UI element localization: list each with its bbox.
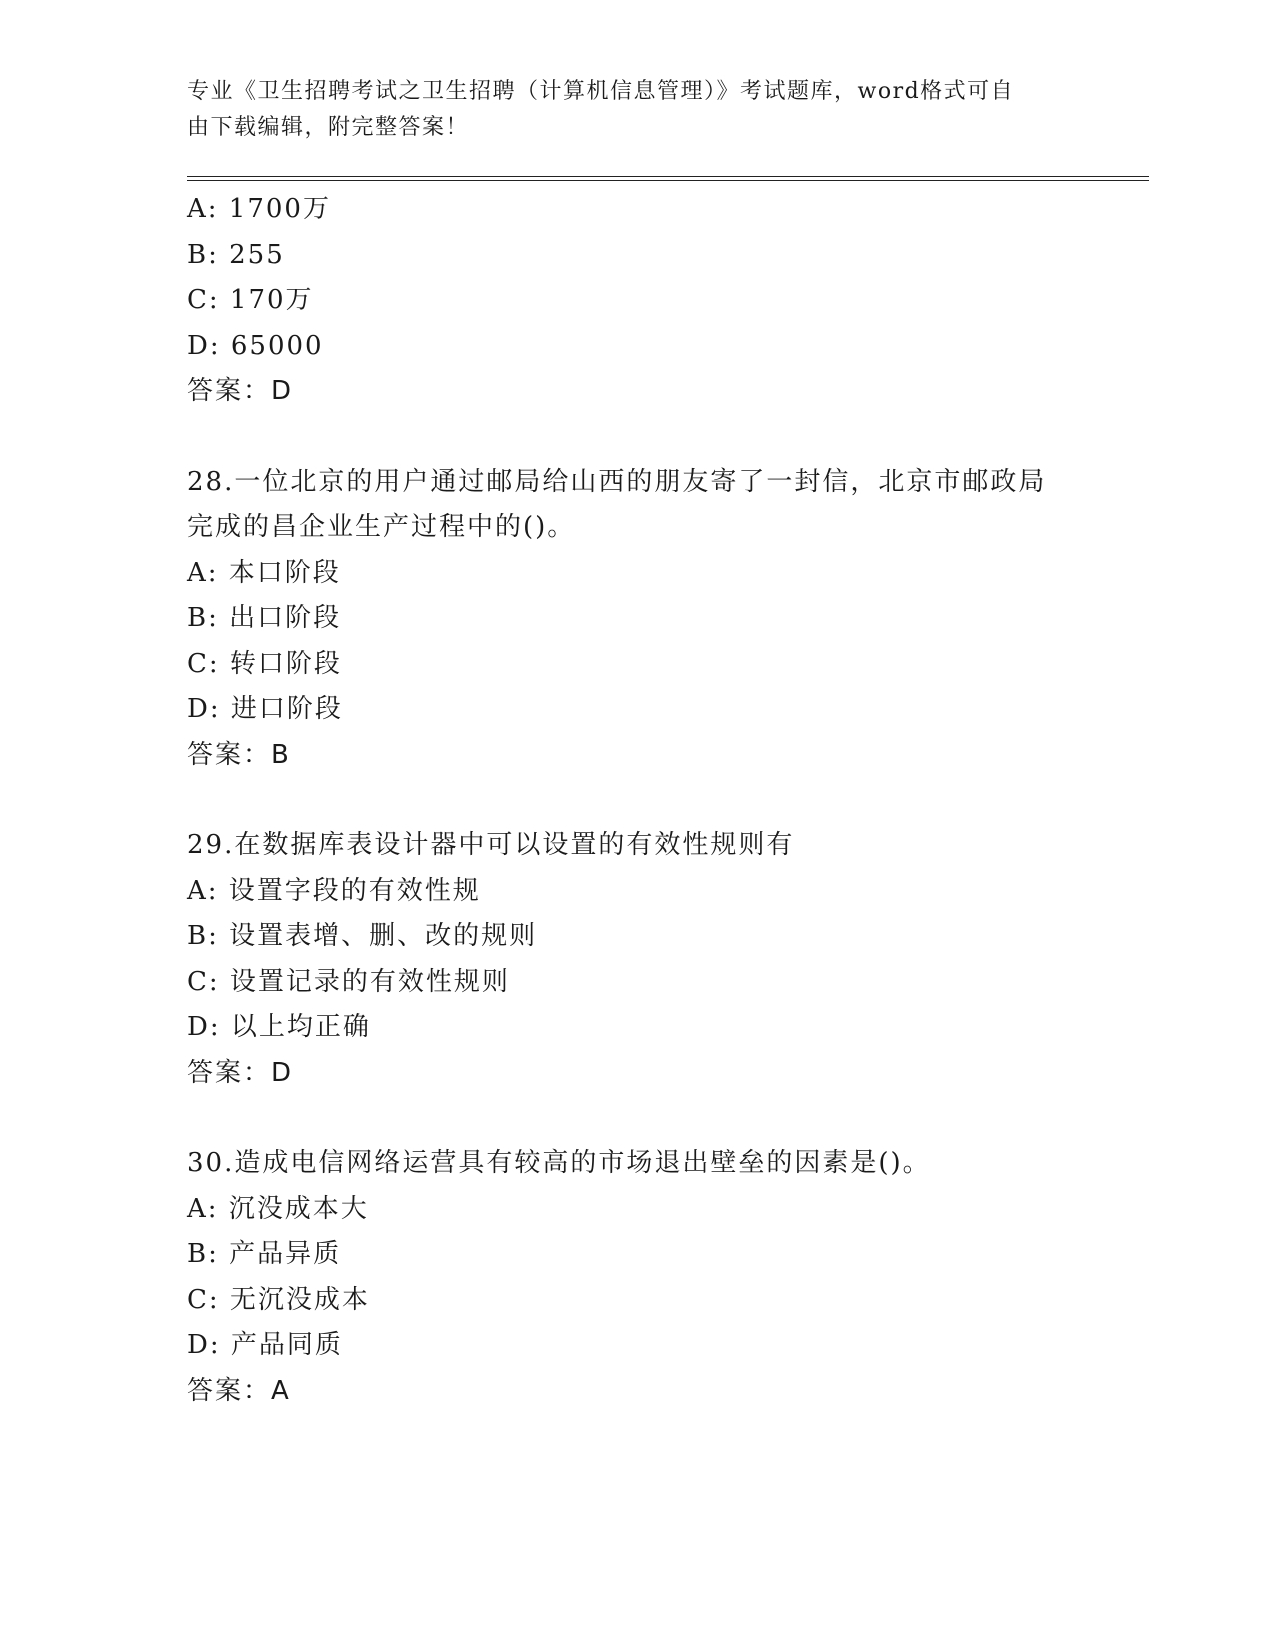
option-c: C: 设置记录的有效性规则 <box>187 966 510 997</box>
option-b: B: 产品异质 <box>187 1239 342 1269</box>
option-d: D: 以上均正确 <box>187 1012 371 1042</box>
question-text-line-1: 29.在数据库表设计器中可以设置的有效性规则有 <box>187 830 795 860</box>
question-30 <box>187 1141 1087 1414</box>
document-header <box>187 74 1067 146</box>
answer-line: 答案：B <box>187 739 291 770</box>
option-a: A: 本口阶段 <box>187 557 341 588</box>
option-d: D: 65000 <box>187 330 324 361</box>
header-divider <box>187 176 1149 181</box>
question-text-line-1: 28.一位北京的用户通过邮局给山西的朋友寄了一封信，北京市邮政局 <box>187 466 1047 497</box>
option-b: B: 设置表增、删、改的规则 <box>187 921 538 951</box>
question-list <box>187 187 1087 1414</box>
answer-line: 答案：D <box>187 1057 294 1088</box>
option-c: C: 170万 <box>187 285 314 315</box>
option-c: C: 转口阶段 <box>187 648 342 679</box>
answer-line: 答案：D <box>187 376 294 406</box>
option-d: D: 进口阶段 <box>187 694 343 724</box>
option-a: A: 沉没成本大 <box>187 1193 369 1224</box>
option-b: B: 255 <box>187 239 285 270</box>
option-c: C: 无沉没成本 <box>187 1284 370 1315</box>
option-a: A: 设置字段的有效性规 <box>187 875 481 906</box>
question-text-line-2: 完成的昌企业生产过程中的()。 <box>187 512 576 542</box>
answer-line: 答案：A <box>187 1375 291 1406</box>
question-29 <box>187 823 1087 1096</box>
question-text-line-1: 30.造成电信网络运营具有较高的市场退出壁垒的因素是()。 <box>187 1148 931 1178</box>
option-a: A: 1700万 <box>187 194 331 224</box>
option-d: D: 产品同质 <box>187 1330 343 1360</box>
question-27-continued <box>187 187 1087 415</box>
header-title-line-1: 专业《卫生招聘考试之卫生招聘（计算机信息管理）》考试题库，word格式可自 <box>187 79 1015 104</box>
option-b: B: 出口阶段 <box>187 603 342 633</box>
header-title-line-2: 由下载编辑，附完整答案！ <box>187 115 470 140</box>
question-28 <box>187 460 1087 779</box>
